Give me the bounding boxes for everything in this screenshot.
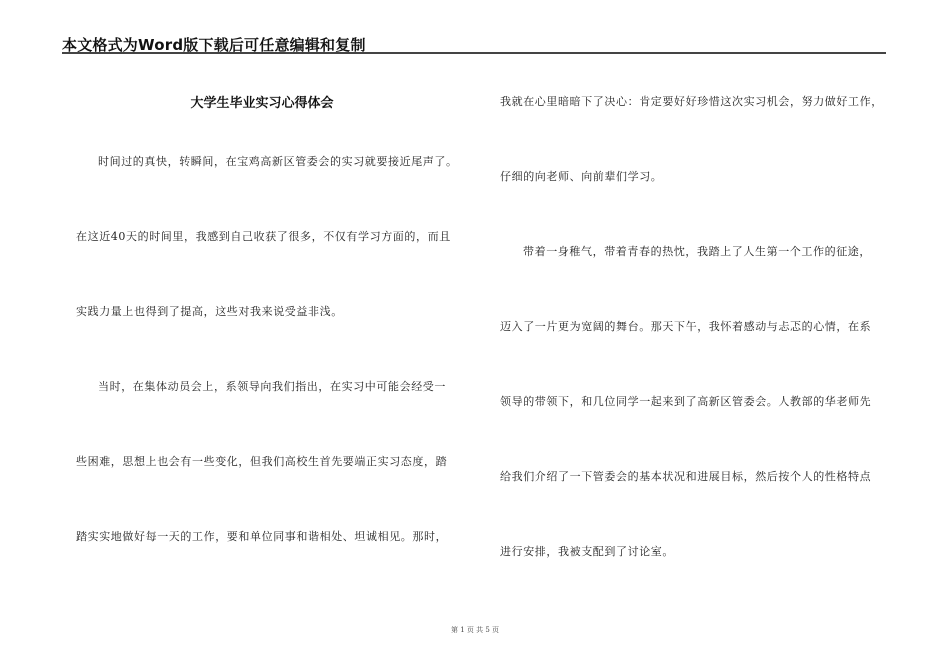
left-paragraph-line: 踏实实地做好每一天的工作，要和单位同事和谐相处、坦诚相见。那时， — [76, 530, 448, 543]
header-divider — [62, 52, 886, 54]
right-paragraph-line: 给我们介绍了一下管委会的基本状况和进展目标，然后按个人的性格特点 — [500, 470, 872, 483]
left-paragraph-line: 当时，在集体动员会上，系领导向我们指出，在实习中可能会经受一 — [98, 380, 446, 393]
right-paragraph-line: 仔细的向老师、向前辈们学习。 — [500, 170, 663, 183]
left-paragraph-line: 时间过的真快，转瞬间，在宝鸡高新区管委会的实习就要接近尾声了。 — [98, 155, 458, 168]
document-title: 大学生毕业实习心得体会 — [190, 96, 334, 111]
header-notice: 本文格式为Word版下载后可任意编辑和复制 — [62, 36, 366, 54]
right-paragraph-line: 迈入了一片更为宽阔的舞台。那天下午，我怀着感动与忐忑的心情，在系 — [500, 320, 872, 333]
left-paragraph-line: 在这近40天的时间里，我感到自己收获了很多，不仅有学习方面的，而且 — [76, 230, 451, 243]
right-paragraph-line: 领导的带领下，和几位同学一起来到了高新区管委会。人教部的华老师先 — [500, 395, 872, 408]
right-paragraph-line: 带着一身稚气，带着青春的热忱，我踏上了人生第一个工作的征途， — [523, 245, 871, 258]
right-paragraph-line: 进行安排，我被支配到了讨论室。 — [500, 545, 674, 558]
left-paragraph-line: 实践力量上也得到了提高，这些对我来说受益非浅。 — [76, 305, 343, 318]
left-paragraph-line: 些困难，思想上也会有一些变化，但我们高校生首先要端正实习态度，踏 — [76, 455, 448, 468]
right-paragraph-line: 我就在心里暗暗下了决心：肯定要好好珍惜这次实习机会，努力做好工作， — [500, 95, 883, 108]
page-number: 第 1 页 共 5 页 — [450, 626, 500, 634]
